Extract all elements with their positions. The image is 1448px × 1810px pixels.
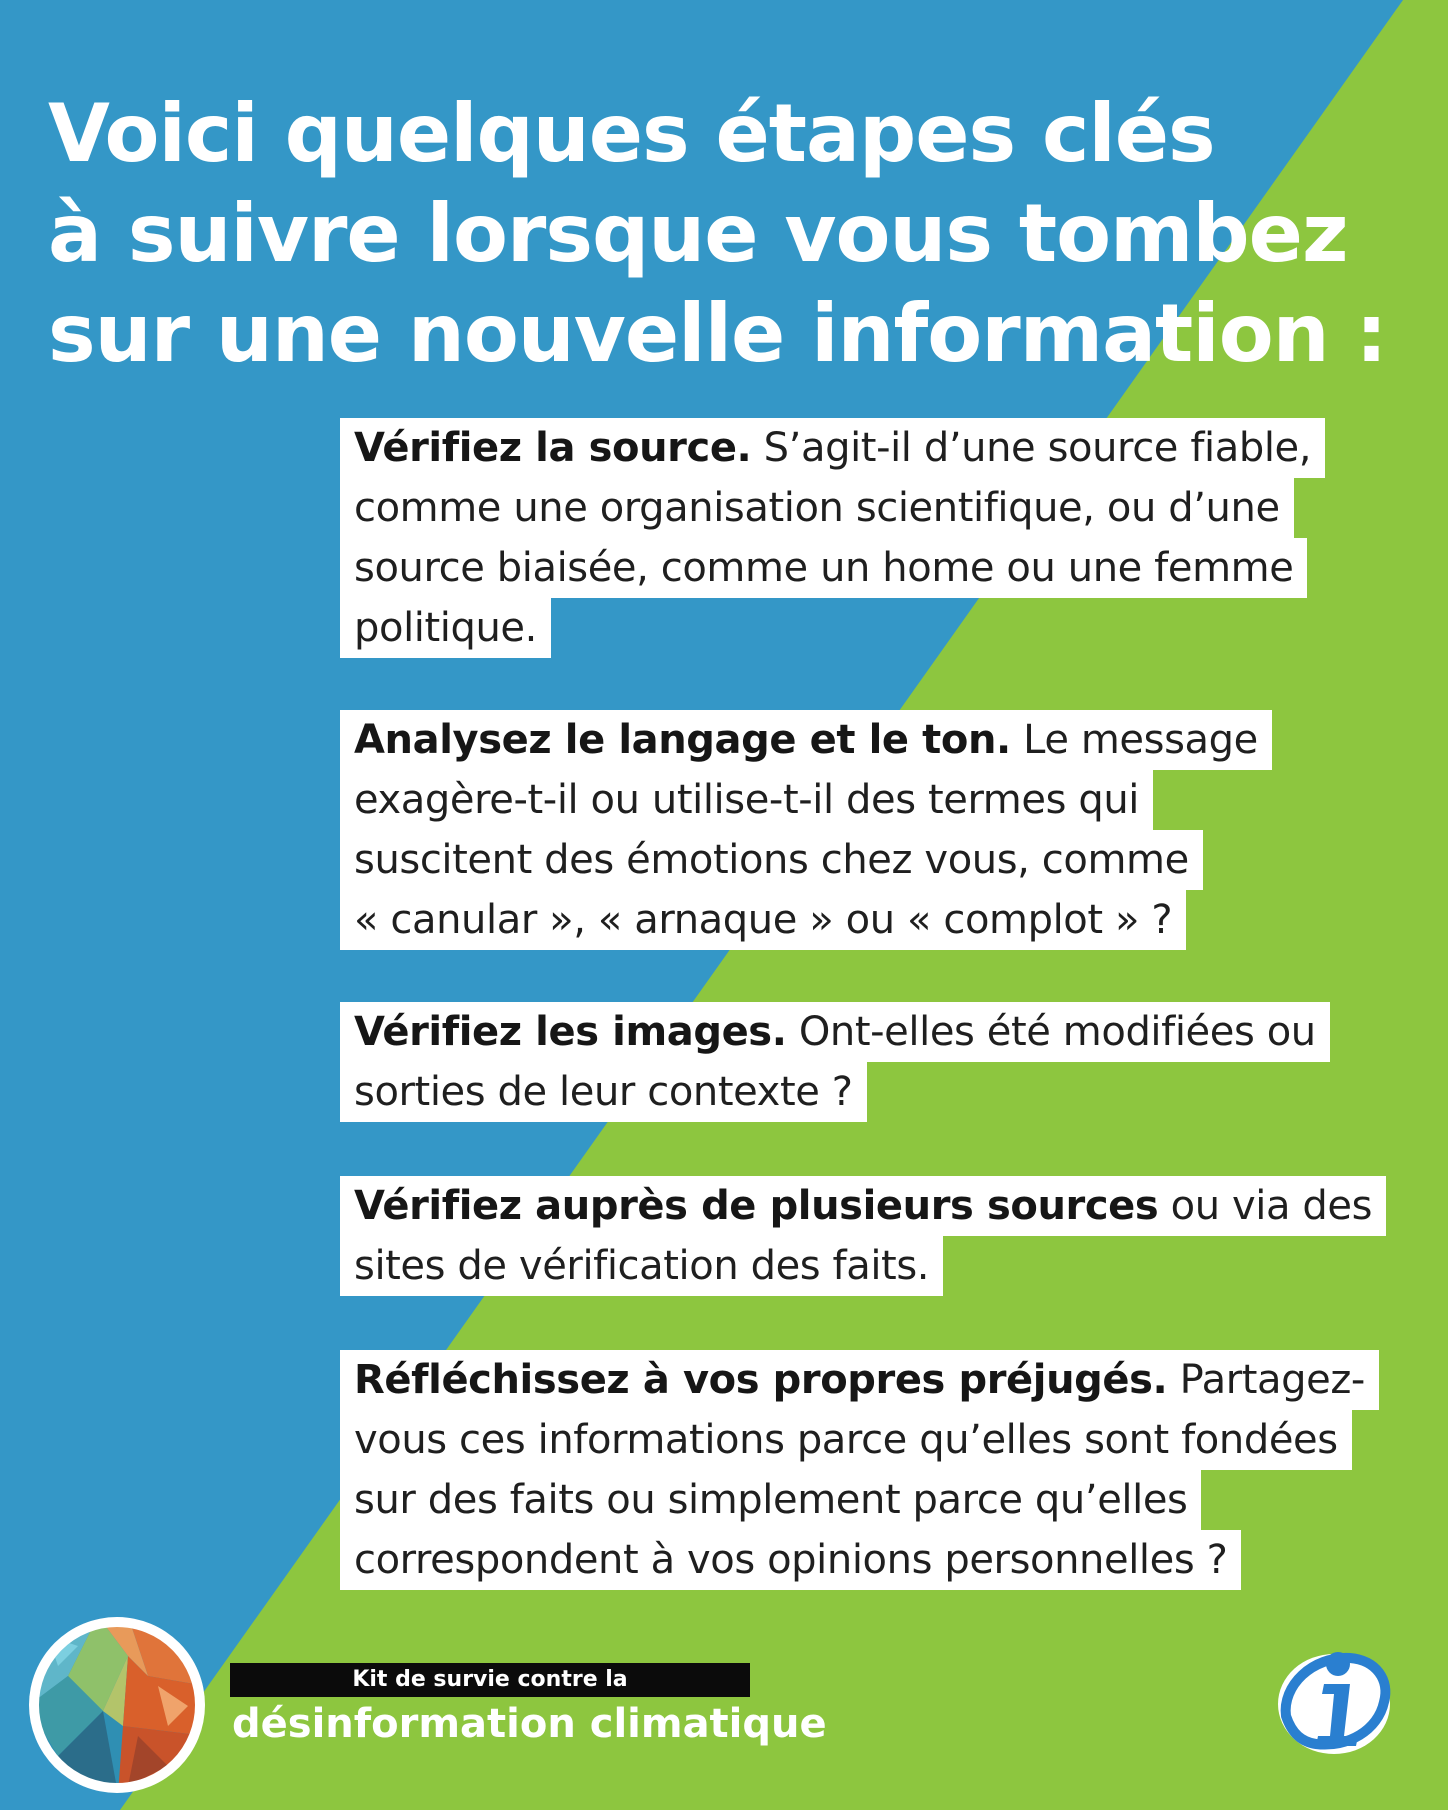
tip-text: Le message xyxy=(1010,717,1258,763)
tip-line xyxy=(340,418,1325,478)
tip-line: comme une organisation scientifique, ou d’une xyxy=(340,478,1294,538)
tip-line: vous ces informations parce qu’elles sont fondées xyxy=(340,1410,1352,1470)
headline-line-2: à suivre lorsque vous tombez xyxy=(48,187,1348,280)
tip-heading: Analysez le langage et le ton. xyxy=(354,717,1011,763)
tip-heading: Réfléchissez à vos propres préjugés. xyxy=(354,1357,1168,1403)
tip-card-language xyxy=(340,710,1272,950)
info-i-logo-icon xyxy=(1272,1640,1396,1764)
globe-polygon-logo-icon xyxy=(28,1616,206,1794)
tip-heading: Vérifiez auprès de plusieurs sources xyxy=(354,1183,1159,1229)
tip-line: « canular », « arnaque » ou « complot » ? xyxy=(340,890,1186,950)
kit-label-bar: Kit de survie contre la xyxy=(230,1663,750,1697)
tip-heading: Vérifiez la source. xyxy=(354,425,752,471)
tip-text: ou via des xyxy=(1158,1183,1373,1229)
tip-line: sur des faits ou simplement parce qu’elles xyxy=(340,1470,1201,1530)
tip-line xyxy=(340,1176,1386,1236)
tip-line: politique. xyxy=(340,598,551,658)
tip-card-source xyxy=(340,418,1325,658)
tip-line: suscitent des émotions chez vous, comme xyxy=(340,830,1203,890)
tip-line: sites de vérification des faits. xyxy=(340,1236,943,1296)
kit-title: désinformation climatique xyxy=(232,1701,827,1747)
tip-card-images xyxy=(340,1002,1330,1122)
tip-text: Ont-elles été modifiées ou xyxy=(786,1009,1316,1055)
tip-line: sorties de leur contexte ? xyxy=(340,1062,867,1122)
tip-card-biases xyxy=(340,1350,1379,1590)
tip-line xyxy=(340,710,1272,770)
tip-line: correspondent à vos opinions personnelles ? xyxy=(340,1530,1241,1590)
headline-line-3: sur une nouvelle information : xyxy=(48,287,1387,380)
tip-text: S’agit-il d’une source fiable, xyxy=(751,425,1312,471)
headline-line-1: Voici quelques étapes clés xyxy=(48,87,1215,180)
tip-line: source biaisée, comme un home ou une femme xyxy=(340,538,1307,598)
tip-text: Partagez- xyxy=(1167,1357,1365,1403)
tip-heading: Vérifiez les images. xyxy=(354,1009,787,1055)
tip-line: exagère-t-il ou utilise-t-il des termes qui xyxy=(340,770,1153,830)
tip-line xyxy=(340,1002,1330,1062)
tip-line xyxy=(340,1350,1379,1410)
tip-card-multiple-sources xyxy=(340,1176,1386,1296)
headline xyxy=(48,84,1428,384)
